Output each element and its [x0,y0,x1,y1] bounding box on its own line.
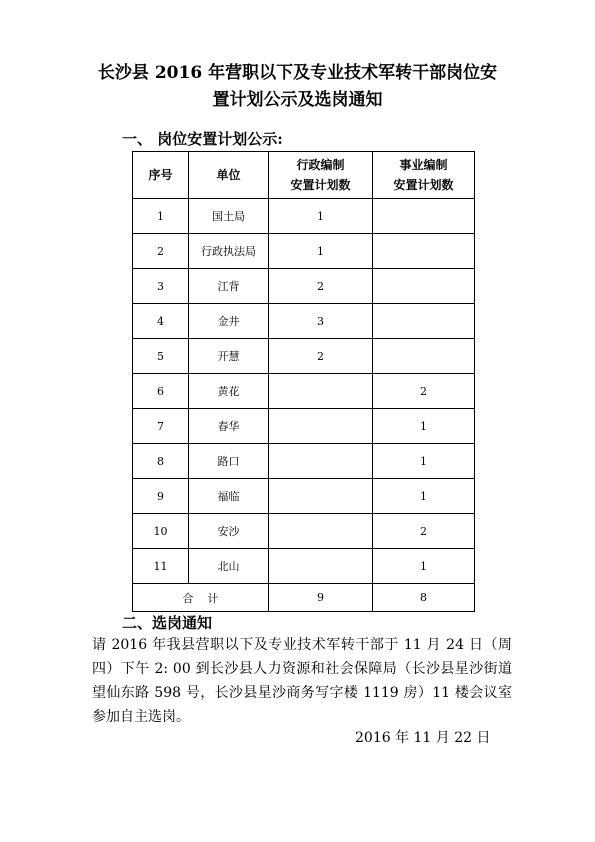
header-admin-line-2: 安置计划数 [290,178,351,192]
total-admin: 9 [269,584,373,612]
section-heading-plan: 一、 岗位安置计划公示: [122,130,283,148]
cell-no: 8 [133,444,189,479]
table-row [133,479,475,514]
cell-unit: 开慧 [189,339,269,374]
cell-admin: 3 [269,304,373,339]
header-no: 序号 [133,152,189,199]
table-header-row [133,152,475,199]
cell-unit: 春华 [189,409,269,444]
cell-no: 5 [133,339,189,374]
cell-admin: 2 [269,339,373,374]
cell-no: 7 [133,409,189,444]
cell-unit: 行政执法局 [189,234,269,269]
section-heading-notice: 二、选岗通知 [122,614,213,632]
issue-date: 2016 年 11 月 22 日 [355,730,491,746]
cell-unit: 国土局 [189,199,269,234]
table-total-row [133,584,475,612]
table-row [133,199,475,234]
table-row [133,409,475,444]
cell-unit: 北山 [189,549,269,584]
cell-institution: 1 [373,409,475,444]
cell-no: 4 [133,304,189,339]
header-admin [269,152,373,199]
cell-admin: 1 [269,199,373,234]
header-institution-line-1: 事业编制 [399,158,448,172]
cell-no: 3 [133,269,189,304]
cell-no: 6 [133,374,189,409]
cell-unit: 路口 [189,444,269,479]
cell-unit: 金井 [189,304,269,339]
cell-unit: 安沙 [189,514,269,549]
table-row [133,234,475,269]
cell-institution: 1 [373,479,475,514]
header-institution-line-2: 安置计划数 [393,178,454,192]
cell-admin [269,409,373,444]
cell-no: 10 [133,514,189,549]
cell-institution: 1 [373,444,475,479]
cell-admin [269,444,373,479]
cell-admin: 1 [269,234,373,269]
cell-admin [269,514,373,549]
table-row [133,339,475,374]
header-unit: 单位 [189,152,269,199]
table-row [133,374,475,409]
header-institution [373,152,475,199]
table-row [133,514,475,549]
total-institution: 8 [373,584,475,612]
cell-unit: 福临 [189,479,269,514]
cell-no: 11 [133,549,189,584]
cell-no: 1 [133,199,189,234]
header-admin-line-1: 行政编制 [296,158,345,172]
cell-admin [269,549,373,584]
page-title-line-2: 置计划公示及选岗通知 [212,90,383,110]
cell-admin: 2 [269,269,373,304]
placement-plan-table [132,151,475,612]
table-row [133,269,475,304]
cell-institution [373,199,475,234]
cell-admin [269,374,373,409]
table-row [133,549,475,584]
cell-no: 9 [133,479,189,514]
cell-institution: 2 [373,514,475,549]
cell-institution [373,234,475,269]
cell-unit: 江背 [189,269,269,304]
cell-institution [373,269,475,304]
cell-institution: 1 [373,549,475,584]
cell-institution: 2 [373,374,475,409]
cell-unit: 黄花 [189,374,269,409]
notice-body: 请 2016 年我县营职以下及专业技术军转干部于 11 月 24 日（周四）下午 2: 00 到长沙县人力资源和社会保障局（长沙县星沙街道望仙东路 598 号，长沙县星沙商务写字楼 1119 房）11 楼会议室参加自主选岗。 [92,637,512,725]
cell-admin [269,479,373,514]
cell-institution [373,339,475,374]
cell-no: 2 [133,234,189,269]
table-row [133,444,475,479]
page-title-line-1: 长沙县 2016 年营职以下及专业技术军转干部岗位安 [97,63,498,83]
cell-institution [373,304,475,339]
table-row [133,304,475,339]
total-label: 合 计 [133,584,269,612]
